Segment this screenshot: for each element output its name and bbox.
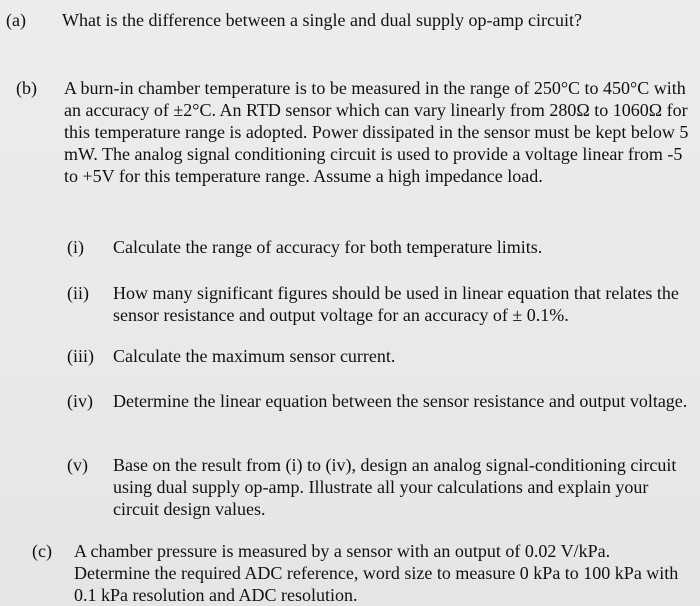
sub-question-iv-label: (iv)	[67, 391, 93, 411]
sub-question-ii-label: (ii)	[67, 283, 89, 303]
sub-question-ii-text: How many significant figures should be used in linear equation that relates the sensor resistance and output voltage for an accuracy of ± 0.1%.	[113, 283, 679, 325]
question-c-label: (c)	[32, 541, 52, 561]
question-b-label: (b)	[16, 78, 37, 98]
sub-question-iv-text: Determine the linear equation between the sensor resistance and output voltage.	[113, 391, 688, 411]
question-a-label: (a)	[6, 10, 26, 30]
sub-question-i-label: (i)	[67, 237, 84, 257]
question-c-text: A chamber pressure is measured by a sensor with an output of 0.02 V/kPa. Determine the required ADC reference, word size to measure 0 kPa to 100 kPa with 0.1 kPa resolution and ADC resolution.	[74, 541, 679, 605]
sub-question-iii-label: (iii)	[67, 346, 94, 366]
sub-question-v-text: Base on the result from (i) to (iv), design an analog signal-conditioning circuit using dual supply op-amp. Illustrate all your calculations and explain your circuit design values.	[113, 455, 677, 519]
sub-question-i-text: Calculate the range of accuracy for both temperature limits.	[113, 237, 543, 257]
sub-question-iii-text: Calculate the maximum sensor current.	[113, 346, 396, 366]
question-a-text: What is the difference between a single and dual supply op-amp circuit?	[62, 10, 582, 30]
sub-question-v-label: (v)	[67, 455, 88, 475]
question-b-text: A burn-in chamber temperature is to be measured in the range of 250°C to 450°C with an accuracy of ±2°C. An RTD sensor which can vary linearly from 280Ω to 1060Ω for this temperature range is adopted. Power dissipated in the sensor must be kept below 5 mW. The analog signal conditioning circuit is used to provide a voltage linear from -5 to +5V for this temperature range. Assume a high impedance load.	[64, 78, 689, 186]
